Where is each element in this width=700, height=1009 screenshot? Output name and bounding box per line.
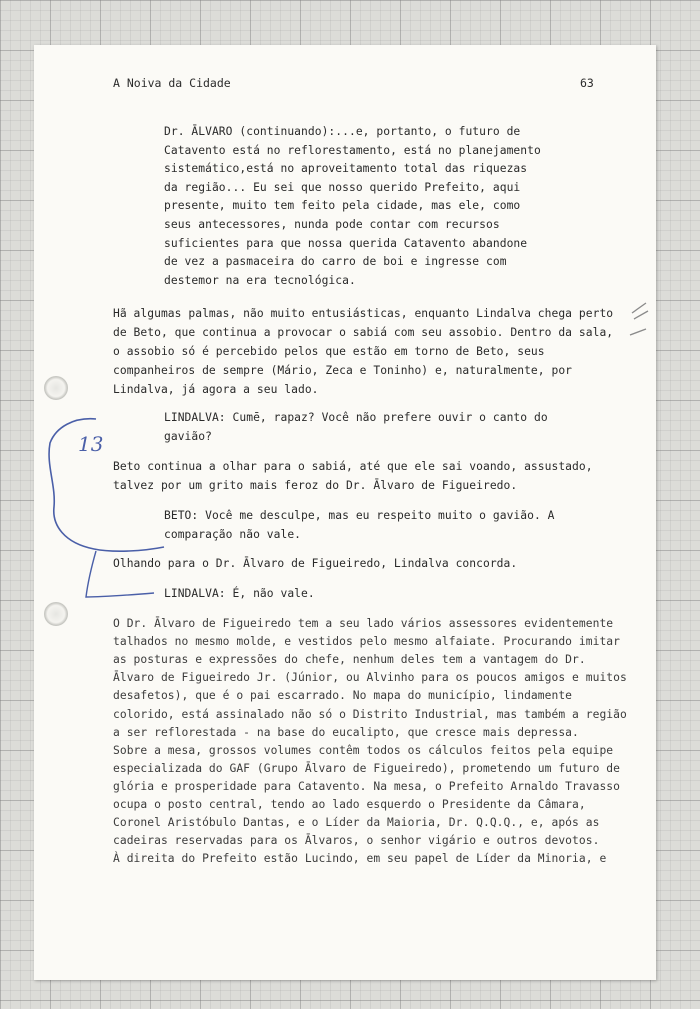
dialogue-line: LINDALVA: É, não vale. (164, 587, 315, 600)
dialogue-line: sistemático,está no aproveitamento total das riquezas (164, 162, 528, 176)
dialogue-line: comparação não vale. (164, 527, 302, 541)
handwritten-annotation (34, 45, 656, 980)
page-number: 63 (580, 76, 594, 90)
page-header-title: A Noiva da Cidade (113, 76, 231, 90)
narration-line: o assobio só é percebido pelos que estão em torno de Beto, seus (113, 345, 545, 358)
narration-line: colorido, está assinalado não só o Distrito Industrial, mas também a região (113, 707, 627, 721)
dialogue-line: Dr. ĀLVARO (continuando):...e, portanto, o futuro de (164, 125, 521, 138)
dialogue-line: Catavento está no reflorestamento, está no planejamento (164, 143, 541, 157)
narration-line: talhados no mesmo molde, e vestidos pelo mesmo alfaiate. Procurando imitar (113, 635, 620, 649)
typewritten-page (34, 45, 656, 980)
margin-bracket (49, 419, 164, 551)
narration-line: especializada do GAF (Grupo Ālvaro de Figueiredo), prometendo um futuro de (113, 761, 620, 775)
narration-line: Coronel Aristóbulo Dantas, e o Líder da Maioria, Dr. Q.Q.Q., e, após as (113, 816, 600, 830)
narration-line: Ālvaro de Figueiredo Jr. (Júnior, ou Alvinho para os poucos amigos e muitos (113, 671, 627, 685)
dialogue-line: seus antecessores, nunda pode contar com recursos (164, 218, 500, 231)
dialogue-line: gavião? (164, 429, 212, 443)
margin-note: 13 (78, 432, 104, 456)
narration-line: desafetos), que é o pai escarrado. No mapa do município, lindamente (113, 689, 573, 703)
dialogue-line: da região... Eu sei que nosso querido Prefeito, aqui (164, 180, 521, 194)
narration-line: de Beto, que continua a provocar o sabiá com seu assobio. Dentro da sala, (113, 326, 614, 339)
narration-line: a ser reflorestada - na base do eucalipto, que cresce mais depressa. (113, 725, 579, 739)
narration-line: Lindalva, já agora a seu lado. (113, 383, 319, 396)
margin-bracket-lower (86, 551, 154, 597)
dialogue-line: LINDALVA: Cumē, rapaz? Você não prefere ouvir o canto do (164, 411, 548, 424)
narration-line: Sobre a mesa, grossos volumes contêm todos os cálculos feitos pela equipe (113, 743, 614, 757)
narration-line: Hã algumas palmas, não muito entusiásticas, enquanto Lindalva chega perto (113, 307, 614, 320)
dialogue-line: BETO: Você me desculpe, mas eu respeito muito o gavião. A (164, 509, 555, 522)
dialogue-line: suficientes para que nossa querida Catavento abandone (164, 236, 528, 250)
narration-line: as posturas e expressões do chefe, nenhum deles tem a vantagem do Dr. (113, 653, 586, 667)
dialogue-line: destemor na era tecnológica. (164, 273, 356, 287)
narration-line: Olhando para o Dr. Ālvaro de Figueiredo, Lindalva concorda. (113, 557, 518, 570)
narration-line: ocupa o posto central, tendo ao lado esquerdo o Presidente da Câmara, (113, 798, 586, 811)
dialogue-line: presente, muito tem feito pela cidade, mas ele, como (164, 199, 521, 213)
narration-line: À direita do Prefeito estão Lucindo, em seu papel de Líder da Minoria, e (113, 852, 607, 866)
narration-line: cadeiras reservadas para os Ālvaros, o senhor vigário e outros devotos. (113, 834, 600, 848)
narration-line: glória e prosperidade para Catavento. Na mesa, o Prefeito Arnaldo Travasso (113, 779, 620, 793)
narration-line: Beto continua a olhar para o sabiá, até que ele sai voando, assustado, (113, 460, 593, 473)
narration-line: O Dr. Ālvaro de Figueiredo tem a seu lado vários assessores evidentemente (113, 617, 614, 630)
margin-tick-mark (630, 303, 648, 335)
dialogue-line: de vez a pasmaceira do carro de boi e ingresse com (164, 255, 507, 269)
narration-line: companheiros de sempre (Mário, Zeca e Toninho) e, naturalmente, por (113, 364, 573, 377)
narration-line: talvez por um grito mais feroz do Dr. Ālvaro de Figueiredo. (113, 478, 518, 492)
